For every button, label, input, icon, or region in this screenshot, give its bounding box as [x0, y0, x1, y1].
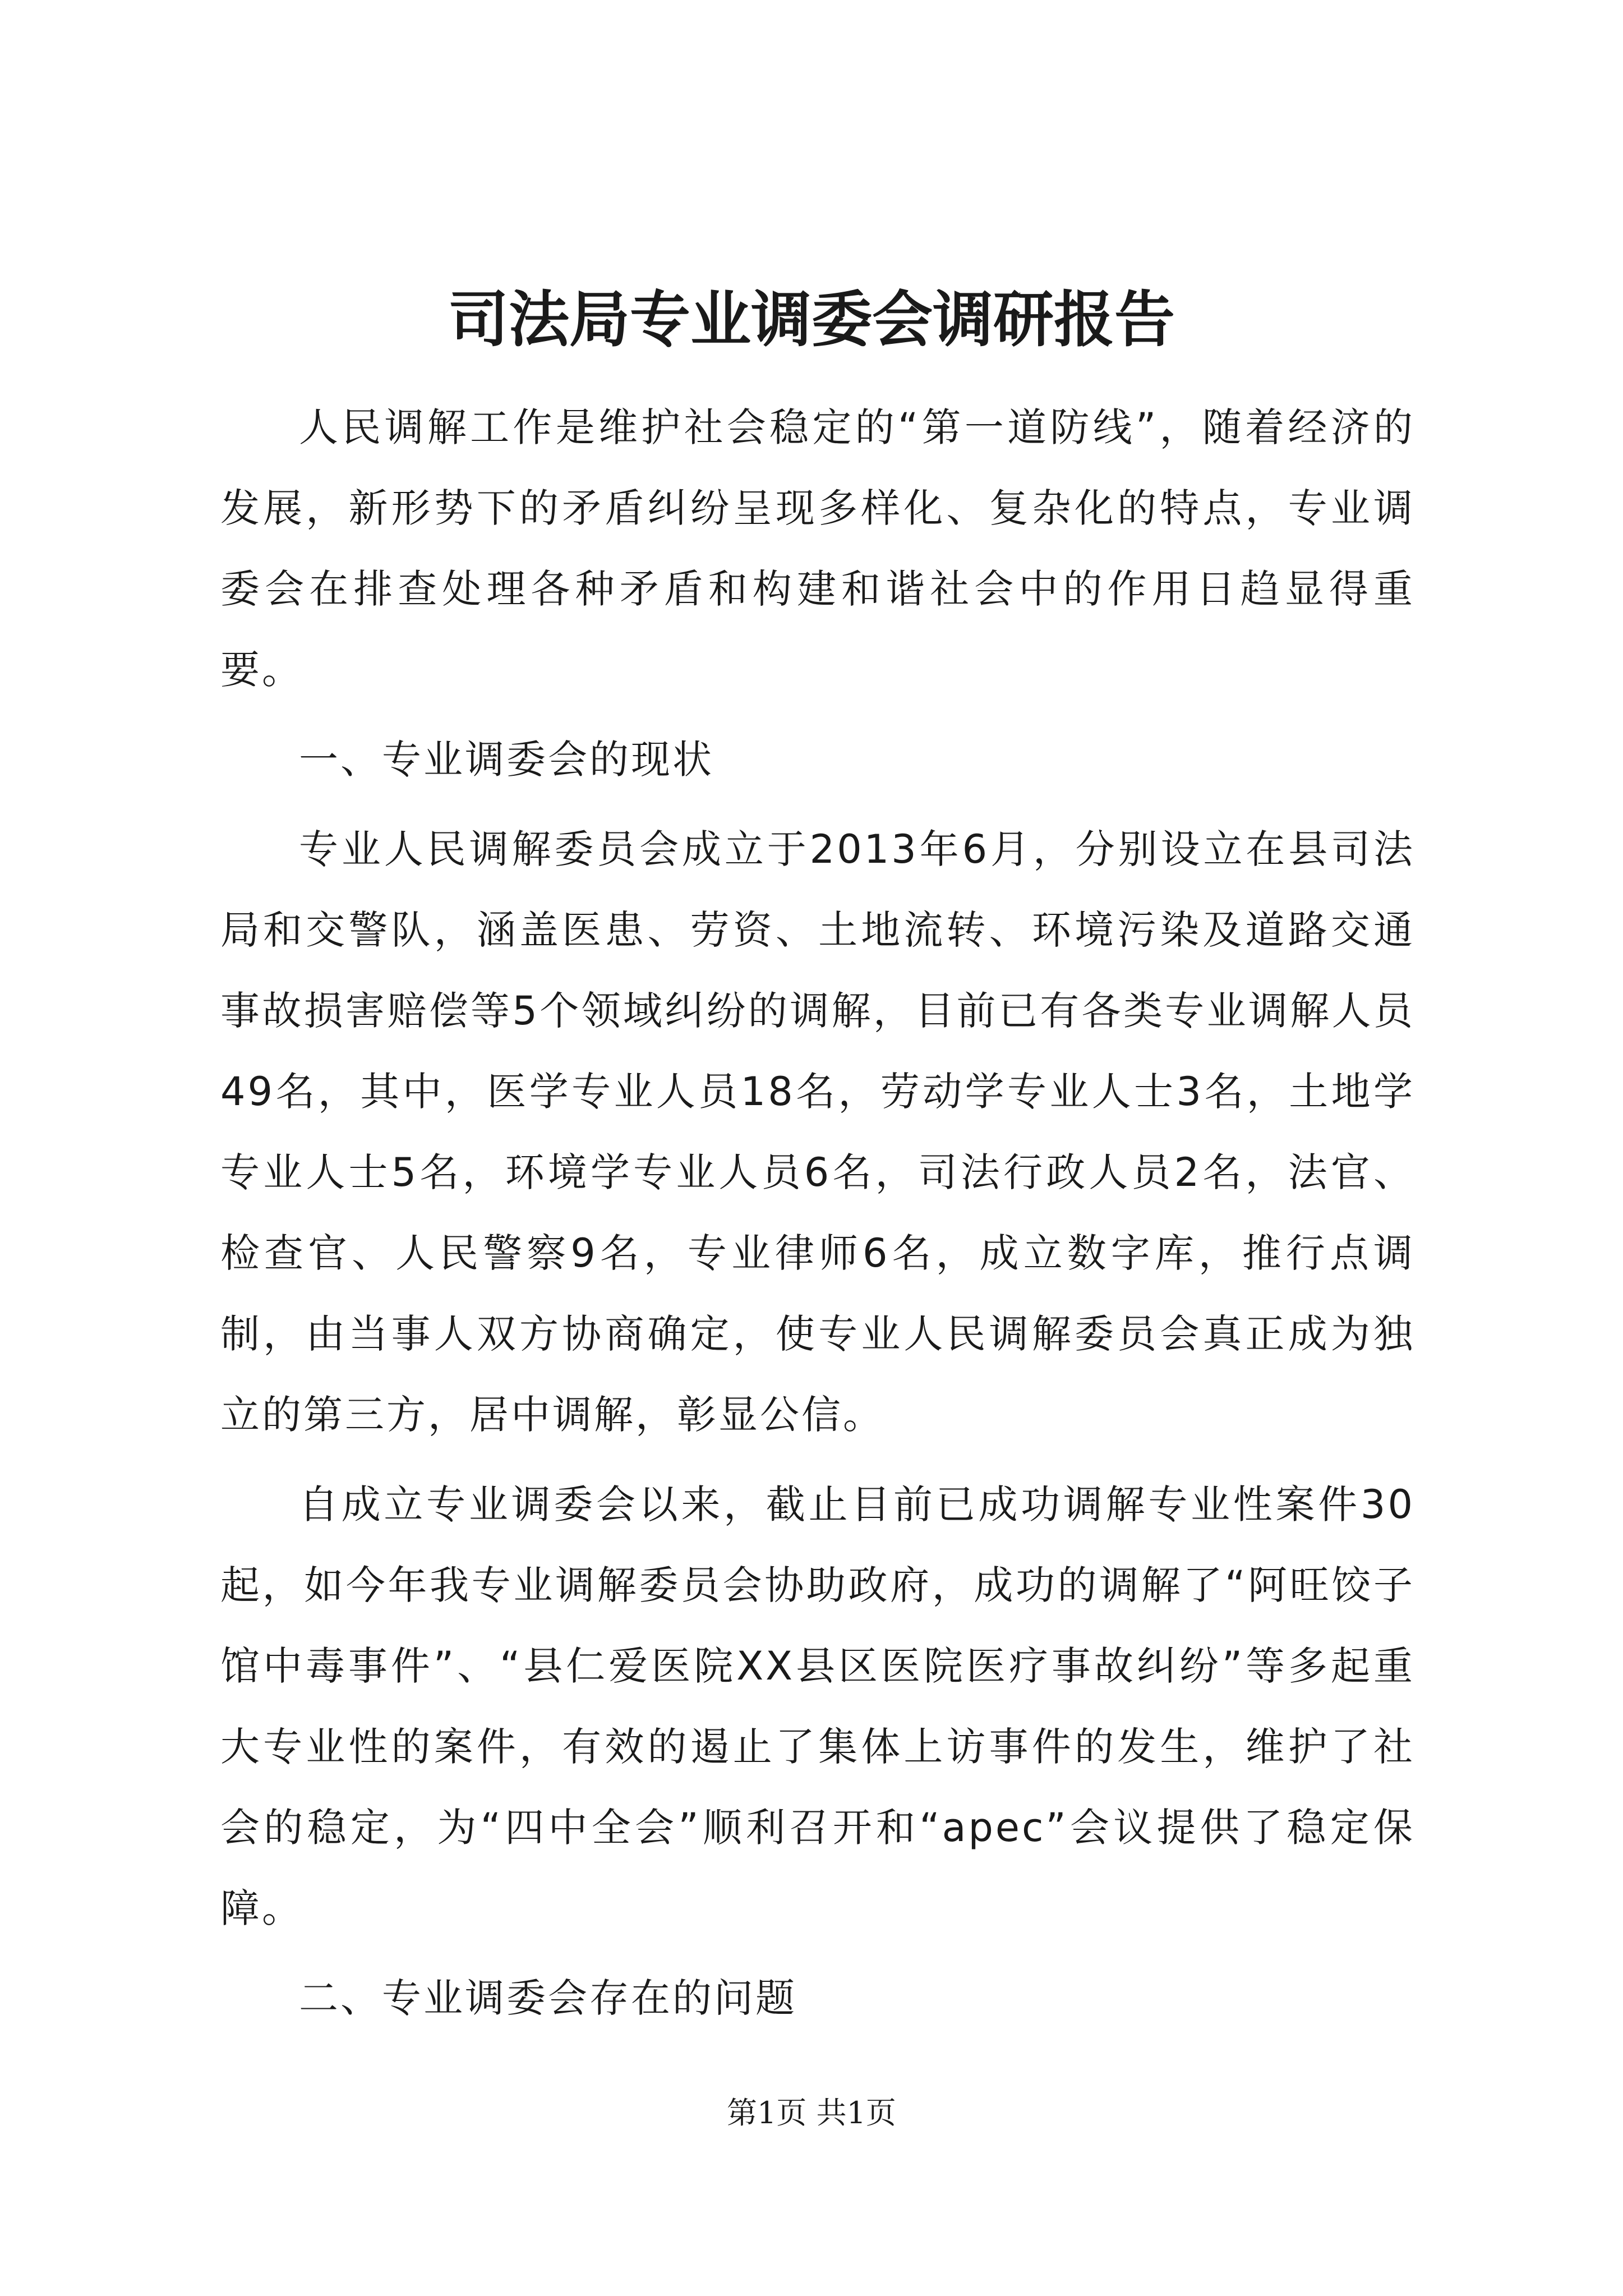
- status-paragraph: 专业人民调解委员会成立于2013年6月，分别设立在县司法局和交警队，涵盖医患、劳资、土地流转、环境污染及道路交通事故损害赔偿等5个领域纠纷的调解，目前已有各类专业调解人员49名，其中，医学专业人员18名，劳动学专业人士3名，土地学专业人士5名，环境学专业人员6名，司法行政人员2名，法官、检查官、人民警察9名，专业律师6名，成立数字库，推行点调制，由当事人双方协商确定，使专业人民调解委员会真正成为独立的第三方，居中调解，彰显公信。: [220, 826, 1415, 1438]
- achievements-paragraph: 自成立专业调委会以来，截止目前已成功调解专业性案件30起，如今年我专业调解委员会协助政府，成功的调解了“阿旺饺子馆中毒事件”、“县仁爱医院XX县区医院医疗事故纠纷”等多起重大专业性的案件，有效的遏止了集体上访事件的发生，维护了社会的稳定，为“四中全会”顺利召开和“apec”会议提供了稳定保障。: [220, 1481, 1415, 1931]
- document-body: [220, 387, 1415, 2039]
- section-heading-problems: 二、专业调委会存在的问题: [299, 1975, 797, 2021]
- page-footer: 第1页 共1页: [727, 2095, 896, 2131]
- document-title: 司法局专业调委会调研报告: [448, 284, 1175, 355]
- intro-paragraph: 人民调解工作是维护社会稳定的“第一道防线”，随着经济的发展，新形势下的矛盾纠纷呈现多样化、复杂化的特点，专业调委会在排查处理各种矛盾和构建和谐社会中的作用日趋显得重要。: [220, 404, 1415, 693]
- section-heading-status: 一、专业调委会的现状: [299, 737, 714, 783]
